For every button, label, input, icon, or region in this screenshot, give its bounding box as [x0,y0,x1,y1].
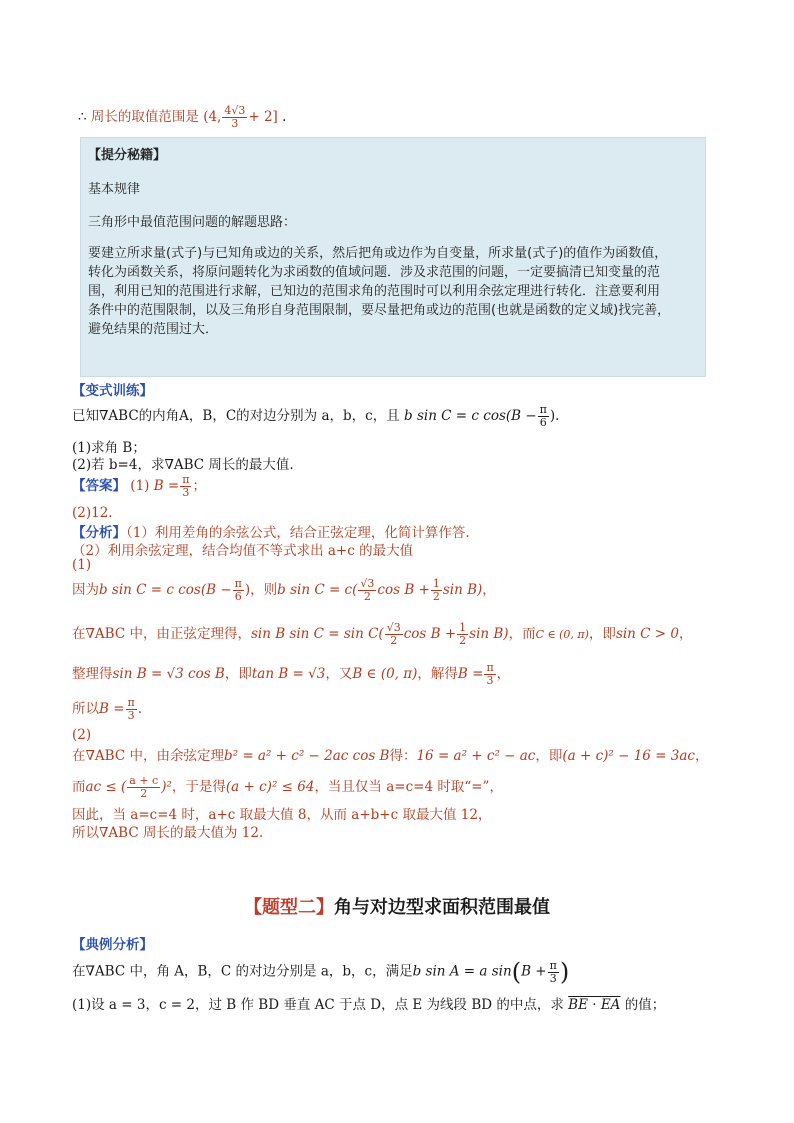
solution-step-1: 因为b sin C = c cos(B − $\frac{\pi}{6}$ )，则b sin C = c( $\frac{√3}{2}$ cos B + $\frac{1}{2}$ sin B)， [72,577,496,603]
section-title: 【题型二】角与对边型求面积范围最值 [244,897,550,918]
tip-heading: 三角形中最值范围问题的解题思路： [88,215,297,230]
variant-problem: 已知∇ABC的内角A，B，C的对边分别为 a，b，c，且 b sin C = c cos(B − $\frac{\pi}{6}$ ). [72,403,560,429]
tip-title: 【提分秘籍】 [88,148,167,163]
question-1: (1)求角 B； [72,440,146,456]
am-gm-step: 而ac ≤ ( $\frac{a + c}{2}$ )²，于是得(a + c)² ≤ 64，当且仅当 a=c=4 时取“=”， [72,774,503,800]
tip-body-line: 围，利用已知的范围进行求解，已知边的范围求角的范围时可以利用余弦定理进行转化．注意要利用 [88,284,661,299]
tip-body-line: 避免结果的范围过大． [88,322,219,337]
answer-line: 【答案】 (1) B = $\frac{\pi}{3}$ ； [72,473,206,499]
solution-step-4: 所以B = $\frac{\pi}{3}$ . [72,696,143,722]
solution-step-2: 在∇ABC 中，由正弦定理得，sin B sin C = sin C( $\frac{√3}{2}$ cos B + $\frac{1}{2}$ sin B)，而C ∈ (0, π)，即sin C > 0， [72,621,693,647]
analysis-line-2: （2）利用余弦定理，结合均值不等式求出 a+c 的最大值 [72,543,414,559]
tip-body-line: 条件中的范围限制，以及三角形自身范围限制，要尽量把角或边的范围(也就是函数的定义域)找完善， [88,303,671,318]
tip-subtitle: 基本规律 [88,182,141,197]
example-label: 【典例分析】 [72,937,153,953]
perimeter-range-line: ∴ 周长的取值范围是 (4, $\frac{4√3}{3}$ + 2] . [78,104,287,130]
fraction-4sqrt3-3: $\frac{4√3}{3}$ [224,104,246,130]
example-question-1: (1)设 a = 3，c = 2，过 B 作 BD 垂直 AC 于点 D，点 E 为线段 BD 的中点，求 BE · EA 的值； [72,997,666,1013]
question-2: (2)若 b=4，求∇ABC 周长的最大值. [72,457,294,473]
tip-body-line: 要建立所求量(式子)与已知角或边的关系，然后把角或边作为自变量，所求量(式子)的值作为函数值， [88,246,668,261]
variant-title: 【变式训练】 [72,383,153,399]
example-problem: 在∇ABC 中，角 A，B，C 的对边分别是 a，b，c，满足b sin A = a sin(B + $\frac{\pi}{3}$ ) [72,958,570,986]
solution-step-3: 整理得sin B = √3 cos B，即tan B = √3，又B ∈ (0, π)，解得B = $\frac{\pi}{3}$ ， [72,661,511,687]
vector-product: BE · EA [568,997,621,1013]
conclusion-line-2: 所以∇ABC 周长的最大值为 12. [72,825,264,841]
tip-body-line: 转化为函数关系，将原问题转化为求函数的值域问题．涉及求范围的问题，一定要搞清已知变量的范 [88,265,661,280]
analysis-line-1: 【分析】（1）利用差角的余弦公式，结合正弦定理，化简计算作答. [72,525,470,541]
tip-box [80,137,706,377]
cosine-law-step: 在∇ABC 中，由余弦定理b² = a² + c² − 2ac cos B得：16 = a² + c² − ac，即(a + c)² − 16 = 3ac， [72,748,709,764]
therefore-symbol: ∴ [78,109,87,125]
conclusion-line-1: 因此，当 a=c=4 时，a+c 取最大值 8，从而 a+b+c 取最大值 12， [72,807,492,823]
range-text: 周长的取值范围是 (4, $\frac{4√3}{3}$ + 2] [90,104,278,130]
answer-2: (2)12. [72,505,113,521]
part-1-label: (1) [72,557,92,573]
part-2-label: (2) [72,727,92,743]
